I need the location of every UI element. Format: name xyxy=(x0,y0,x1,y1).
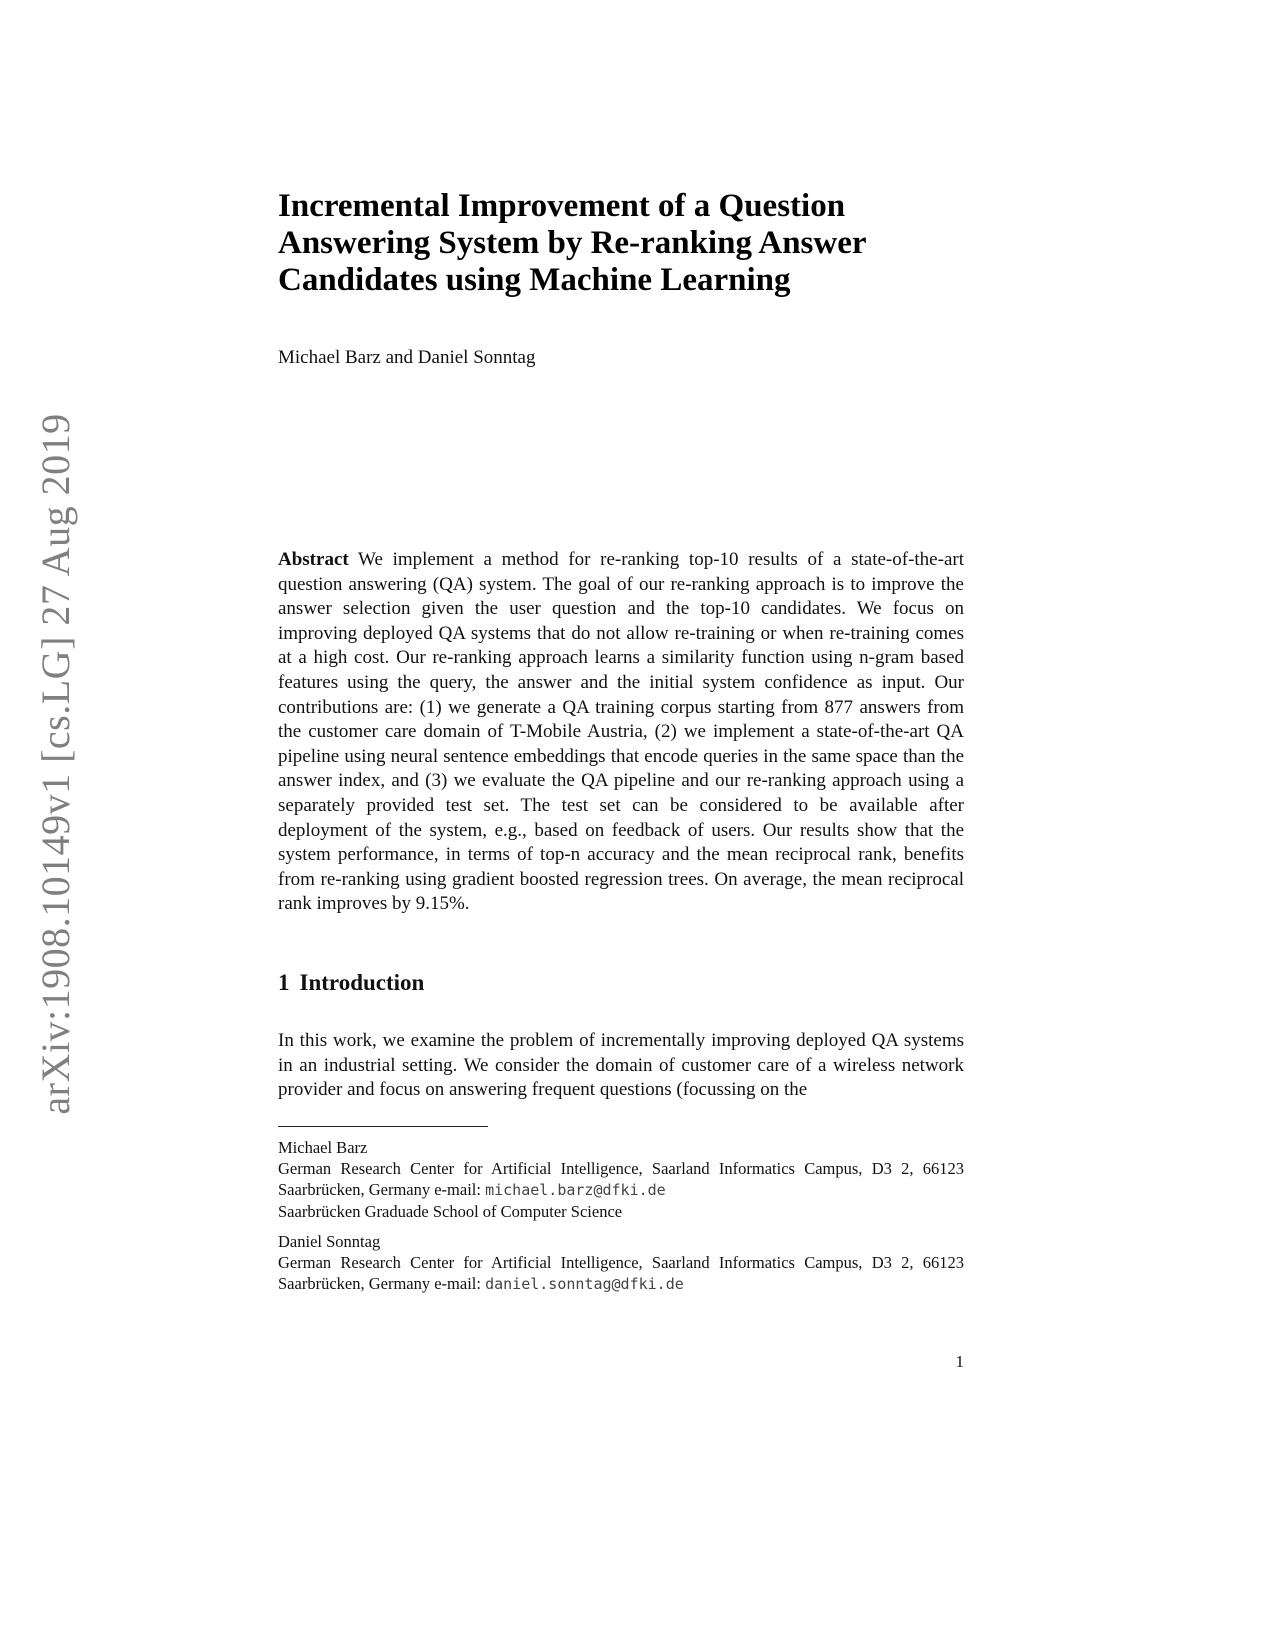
abstract xyxy=(278,548,964,917)
author-list: Michael Barz and Daniel Sonntag xyxy=(278,347,536,368)
footnote-author-name: Michael Barz xyxy=(278,1137,368,1157)
author-footnote-barz xyxy=(278,1137,964,1222)
abstract-label: Abstract xyxy=(278,549,349,570)
section-number: 1 xyxy=(278,969,290,995)
author-footnote-sonntag xyxy=(278,1231,964,1295)
footnote-divider xyxy=(278,1126,488,1127)
section-heading-introduction xyxy=(278,969,964,997)
footnote-author-name: Daniel Sonntag xyxy=(278,1231,381,1251)
footnote-email: daniel.sonntag@dfki.de xyxy=(485,1274,684,1293)
paper-title xyxy=(278,188,964,299)
footnote-email: michael.barz@dfki.de xyxy=(485,1180,666,1199)
footnote-extra-affiliation: Saarbrücken Graduade School of Computer Science xyxy=(278,1201,623,1221)
footnote-affiliation xyxy=(278,1158,964,1201)
title-line: Candidates using Machine Learning xyxy=(278,262,791,298)
page-number: 1 xyxy=(955,1352,964,1371)
introduction-paragraph: In this work, we examine the problem of incrementally improving deployed QA systems in an industrial setting. We consider the domain of customer care of a wireless network provider and focus on answering frequent questions (focussing on the xyxy=(278,1029,964,1101)
footnote-affiliation-text: German Research Center for Artificial Intelligence, Saarland Informatics Campus, D3 2, 66123 Saarbrücken, Germany e-mail: xyxy=(278,1158,964,1199)
abstract-text: We implement a method for re-ranking top-10 results of a state-of-the-art question answering (QA) system. The goal of our re-ranking approach is to improve the answer selection given the user question and the top-10 candidates. We focus on improving deployed QA systems that do not allow re-training or when re-training comes at a high cost. Our re-ranking approach learns a similarity function using n-gram based features using the query, the answer and the initial system confidence as input. Our contributions are: (1) we generate a QA training corpus starting from 877 answers from the customer care domain of T-Mobile Austria, (2) we implement a state-of-the-art QA pipeline using neural sentence embeddings that encode queries in the same space than the answer index, and (3) we evaluate the QA pipeline and our re-ranking approach using a separately provided test set. The test set can be considered to be available after deployment of the system, e.g., based on feedback of users. Our results show that the system performance, in terms of top-n accuracy and the mean reciprocal rank, benefits from re-ranking using gradient boosted regression trees. On average, the mean reciprocal rank improves by 9.15%. xyxy=(278,549,964,915)
footnote-affiliation-text: German Research Center for Artificial Intelligence, Saarland Informatics Campus, D3 2, 66123 Saarbrücken, Germany e-mail: xyxy=(278,1252,964,1293)
paper-first-page xyxy=(278,188,964,1295)
title-line: Incremental Improvement of a Question xyxy=(278,188,846,224)
section-title: Introduction xyxy=(299,969,425,995)
title-line: Answering System by Re-ranking Answer xyxy=(278,225,867,261)
footnote-affiliation xyxy=(278,1252,964,1295)
arxiv-identifier-stamp: arXiv:1908.10149v1 [cs.LG] 27 Aug 2019 xyxy=(33,413,78,1115)
